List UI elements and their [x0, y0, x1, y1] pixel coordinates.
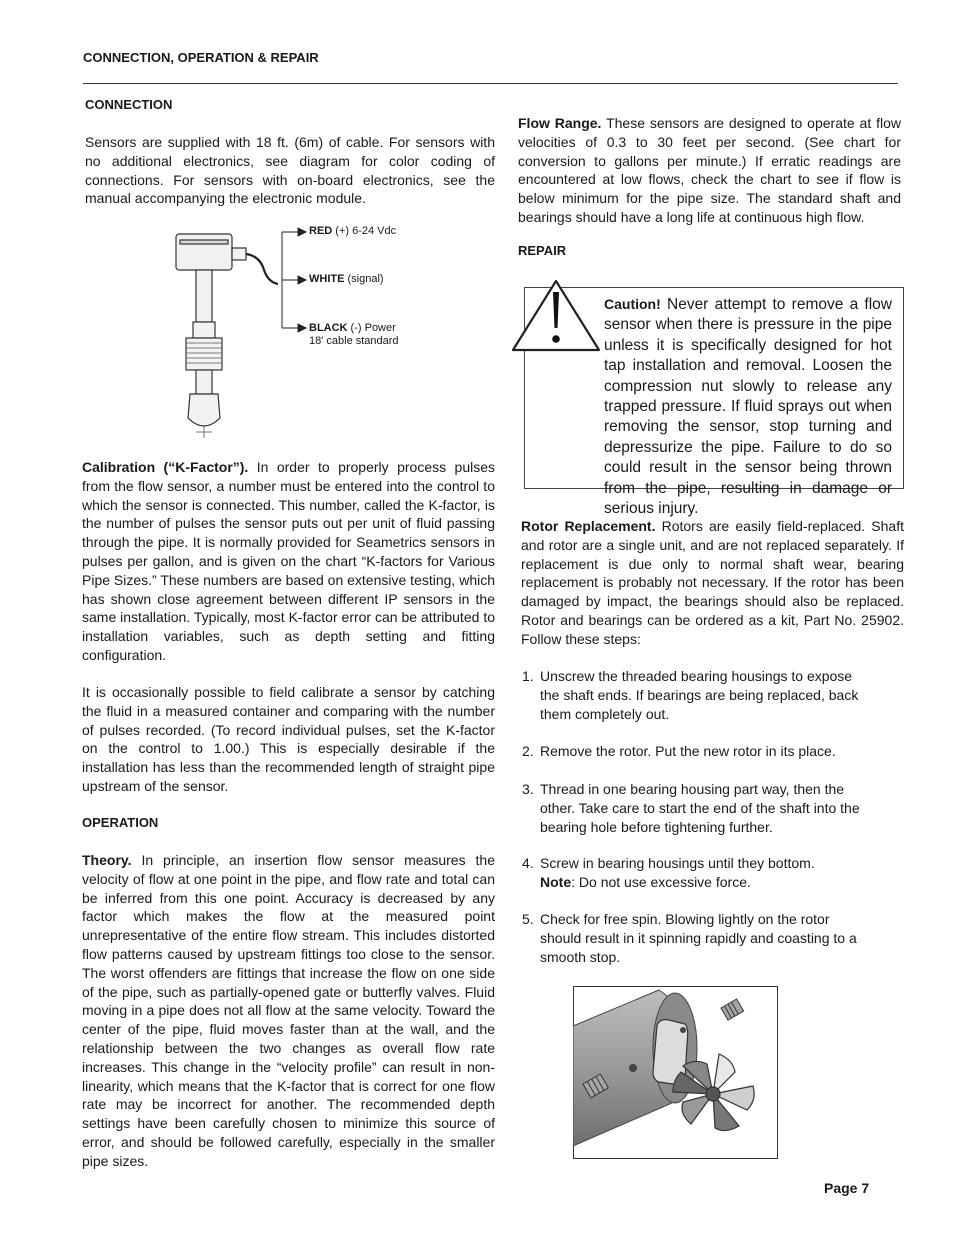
rotor-replacement-illustration — [573, 986, 778, 1159]
step-number: 5. — [522, 911, 534, 927]
bearing-hole — [629, 1064, 637, 1072]
wire-label-black: BLACK (-) Power 18' cable standard — [309, 322, 399, 347]
operation-heading: OPERATION — [82, 815, 159, 830]
step-5 — [522, 910, 882, 966]
step-number: 2. — [522, 743, 534, 759]
wire-label-white: WHITE (signal) — [309, 273, 384, 285]
step-number: 3. — [522, 781, 534, 797]
step-text: Screw in bearing housings until they bottom. Note: Do not use excessive force. — [540, 855, 815, 890]
repair-heading: REPAIR — [518, 243, 567, 258]
connection-heading: CONNECTION — [85, 97, 173, 112]
sensor-electronics-housing — [176, 234, 232, 270]
connection-intro: Sensors are supplied with 18 ft. (6m) of cable. For sensors with no additional electronics, see diagram for color coding of connections. For sensors with on-board electronics, see the manual accompanying the electronic module. — [85, 134, 495, 207]
caution-text: Caution! Never attempt to remove a flow sensor when there is pressure in the pipe unless it is specifically designed for hot tap installation and removal. Loosen the compression nut slowly to release any trapped pressure. If fluid sprays out when removing the sensor, stop turning and depressurize the pipe. Failure to do so could result in the sensor being thrown from the pipe, resulting in damage or serious injury. — [604, 296, 892, 518]
step-number: 1. — [522, 668, 534, 684]
rotor-replacement-paragraph: Rotor Replacement. Rotors are easily field-replaced. Shaft and rotor are a single unit, and are not replaced separately. If replacement is due only to normal shaft wear, bearing replacement is probably not necessary. If the rotor has been damaged by impact, the bearings should also be replaced. Rotor and bearings can be ordered as a kit, Part No. 25902. Follow these steps: — [521, 518, 904, 647]
field-calibration-paragraph: It is occasionally possible to field calibrate a sensor by catching the fluid in a measured container and comparing with the number of pulses recorded. (To record individual pulses, set the K-factor on the control to 1.00.) This is especially desirable if the installation has less than the recommended length of straight pipe upstream of the sensor. — [82, 684, 495, 794]
wire-leader-lines — [272, 222, 308, 334]
rotor-housing — [188, 394, 220, 426]
step-4 — [522, 854, 882, 892]
step-text: Remove the rotor. Put the new rotor in its place. — [540, 743, 836, 759]
page-number: Page 7 — [824, 1180, 870, 1196]
sensor-lower-stem — [196, 370, 212, 394]
step-text: Thread in one bearing housing part way, then the other. Take care to start the end of the shaft into the bearing hole before tightening further. — [540, 781, 860, 835]
sensor-stem — [196, 270, 212, 322]
step-1 — [522, 667, 882, 723]
warning-triangle-icon — [510, 278, 602, 354]
calibration-paragraph: Calibration (“K-Factor”). In order to properly process pulses from the flow sensor, a number must be entered into the control to which the sensor is connected. This number, called the K-factor, is the number of pulses the sensor puts out per unit of fluid passing through the pipe. It is normally provided for Seametrics sensors in pulses per gallon, and is given on the chart “K-factors for Various Pipe Sizes.” These numbers are based on extensive testing, which has shown close agreement between different IP sensors in the same installation. Typically, most K-factor error can be attributed to installation variables, such as depth setting and fitting configuration. — [82, 459, 495, 663]
header-rule — [83, 83, 898, 84]
step-text: Check for free spin. Blowing lightly on the rotor should result in it spinning rapidly and coasting to a smooth stop. — [540, 911, 857, 965]
step-text: Unscrew the threaded bearing housings to expose the shaft ends. If bearings are being replaced, back them completely out. — [540, 668, 859, 722]
step-2 — [522, 742, 882, 761]
page-header-title: CONNECTION, OPERATION & REPAIR — [83, 50, 319, 65]
cable-gland — [232, 248, 246, 260]
step-number: 4. — [522, 855, 534, 871]
compression-nut — [193, 322, 215, 338]
theory-paragraph: Theory. In principle, an insertion flow sensor measures the velocity of flow at one point in the pipe, and flow rate and total can be inferred from this one point. Accuracy is decreased by any factor which makes the flow at the measured point unrepresentative of the entire flow stream. This includes distorted flow patterns caused by upstream fittings too close to the sensor. The worst offenders are fittings that increase the flow on one side of the pipe, such as partially-opened gate or butterfly valves. Fluid moving in a pipe does not all flow at the same velocity. Toward the center of the pipe, fluid moves faster than at the wall, and the relationship between the two changes as overall flow rate increases. This change in the “velocity profile” can result in non-linearity, which means that the K-factor that is correct for one flow rate may be incorrect for another. The recommended depth settings have been carefully chosen to minimize this source of error, and should be followed carefully, especially in the smaller pipe sizes. — [82, 852, 495, 1169]
step-3 — [522, 780, 882, 836]
flow-range-paragraph: Flow Range. These sensors are designed to operate at flow velocities of 0.3 to 30 feet per second. (See chart for conversion to gallons per minute.) If erratic readings are encountered at low flows, check the chart to see if flow is below minimum for the pipe size. The standard shaft and bearings should have a long life at continuous high flow. — [518, 115, 901, 225]
wire-label-red: RED (+) 6-24 Vdc — [309, 225, 397, 237]
sensor-wiring-diagram — [168, 220, 278, 442]
